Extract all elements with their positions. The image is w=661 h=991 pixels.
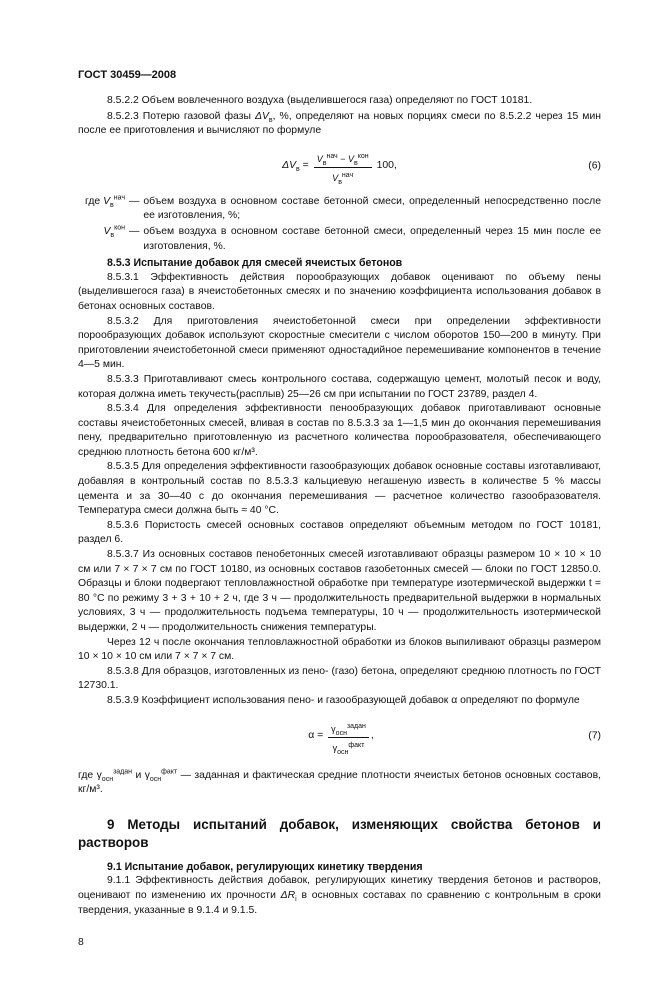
subscript: i <box>295 896 297 904</box>
paragraph-9-1-1 <box>78 874 601 918</box>
symbol: γ <box>332 742 338 753</box>
paragraph: Через 12 ч после окончания тепловлажностной обработки из блоков выпиливают образцы размером 10 × 10 × 10 см или 7 × 7 × 7 см. <box>78 636 601 663</box>
paragraph: 8.5.3.5 Для определения эффективности газообразующих добавок основные составы изготавливают, добавляя в контрольный состав по 8.5.3.3 кальциевую негашеную известь в количестве 5 % массы цемента и за 30—40 с до окончания перемешивания — расчетное количество газообразователя. Температура смеси должна быть ≈ 40 °С. <box>78 461 601 517</box>
formula-lhs: ΔV <box>282 160 297 172</box>
paragraph-8-5-2-2: 8.5.2.2 Объем вовлеченного воздуха (выделившегося газа) определяют по ГОСТ 10181. <box>107 95 533 106</box>
page-column <box>78 0 601 991</box>
text: где <box>85 195 104 207</box>
symbol: V <box>103 195 111 207</box>
symbol: γ <box>331 723 336 734</box>
subscript: в <box>322 159 327 167</box>
symbol: V <box>347 153 354 164</box>
paragraph: 8.5.3.8 Для образцов, изготовленных из пено- (газо) бетона, определяют среднюю плотность по ГОСТ 12730.1. <box>78 665 601 692</box>
subscript: осн <box>149 775 162 783</box>
minus: − <box>337 153 348 164</box>
denominator <box>333 738 365 755</box>
where-label <box>77 225 125 254</box>
fraction <box>328 719 369 755</box>
where-formula-7 <box>78 769 601 798</box>
superscript: кон <box>357 152 369 160</box>
subscript: осн <box>335 729 347 737</box>
superscript: задан <box>346 722 366 730</box>
dash: — <box>129 225 140 237</box>
equation-number: (6) <box>588 160 601 172</box>
superscript: нач <box>326 152 338 160</box>
formula-lhs: α = <box>308 730 324 742</box>
chapter-heading: 9 Методы испытаний добавок, изменяющих свойства бетонов и растворов <box>78 816 601 850</box>
subscript: в <box>354 159 358 167</box>
equation-number: (7) <box>588 730 601 742</box>
symbol: V <box>316 153 323 164</box>
symbol: γ <box>96 769 102 781</box>
comma: , <box>370 730 374 742</box>
formula-7 <box>78 713 601 761</box>
paragraph: 8.5.3.9 Коэффициент использования пено- и газообразующей добавок α определяют по формуле <box>107 694 580 706</box>
definition: объем воздуха в основном составе бетонной смеси, определенный непосредственно после ее изготовления, %; <box>143 195 601 222</box>
superscript: кон <box>114 224 125 232</box>
paragraph: 8.5.3.1 Эффективность действия порообразующих добавок оценивают по объему пены (выделившегося газа) в ячеистобетонных смесях и по значению коэффициента использования добавок в бетонах основных составов. <box>78 271 601 312</box>
superscript: задан <box>113 768 133 776</box>
symbol: ΔV <box>254 110 269 122</box>
numerator <box>314 149 372 168</box>
where-item <box>77 225 601 254</box>
symbol: γ <box>144 769 150 781</box>
paragraph: 8.5.3.4 Для определения эффективности пенообразующих добавок приготавливают основные составы ячеистобетонных смесей, вливая в состав по 8.5.3.3 за 1—1,5 мин до окончания перемешивания пену, предварительно приготовленную из расчетного количества порообразователя, обеспечивающего среднюю плотность бетона 600 кг/м³. <box>78 403 601 458</box>
paragraph: 8.5.3.6 Пористость смесей основных составов определяют объемным методом по ГОСТ 10181, раздел 6. <box>78 519 601 546</box>
section-heading: 8.5.3 Испытание добавок для смесей ячеистых бетонов <box>107 257 403 270</box>
superscript: нач <box>341 171 354 179</box>
paragraph-8-5-2-3 <box>78 110 601 139</box>
text: 9.1.1 Эффективность действия добавок, регулирующих кинетику твердения бетонов и растворов, оценивают по изменению их прочности <box>78 875 601 901</box>
symbol: V <box>332 172 339 183</box>
text: в основных составах по сравнению с контрольным в сроки твердения, указанные в 9.1.4 и 9.1.5. <box>78 889 601 916</box>
subscript: осн <box>101 775 114 783</box>
definition: объем воздуха в основном составе бетонной смеси, определенный через 15 мин после ее изготовления, %. <box>143 225 601 252</box>
text: где <box>78 769 97 781</box>
text: , %, определяют на новых порциях смеси по 8.5.2.2 через 15 мин после ее приготовления и вычисляют по формуле <box>78 110 601 137</box>
definition: — заданная и фактическая средние плотности ячеистых бетонов основных составов, кг/м³. <box>78 769 601 796</box>
text: 8.5.2.3 Потерю газовой фазы <box>107 110 255 122</box>
symbol: V <box>103 225 111 237</box>
paragraph: 8.5.3.3 Приготавливают смесь контрольного состава, содержащую цемент, молотый песок и воду, которая должна иметь текучесть(расплыв) 25—26 см при испытании по ГОСТ 23789, раздел 4. <box>78 373 601 400</box>
denominator <box>332 168 353 185</box>
document-header: ГОСТ 30459—2008 <box>78 69 177 81</box>
paragraph: 8.5.3.2 Для приготовления ячеистобетонной смеси при определении эффективности порообразующих добавок используют скоростные смесители с числом оборотов 150—200 в минуту. При приготовлении ячеистобетонной смеси применяют одностадийное перемешивание компонентов в течение 4—5 мин. <box>78 315 601 371</box>
formula-6 <box>78 143 601 191</box>
subscript: в <box>296 166 300 174</box>
text: и <box>132 769 145 781</box>
formula-lhs-group <box>282 159 309 174</box>
formula-factor: 100, <box>376 160 397 172</box>
superscript: факт <box>348 741 365 749</box>
subscript: в <box>110 201 114 209</box>
where-label <box>77 195 125 224</box>
section-heading: 9.1 Испытание добавок, регулирующих кинетику твердения <box>107 860 423 873</box>
subscript: в <box>338 178 342 186</box>
page-number: 8 <box>78 937 84 949</box>
numerator <box>328 719 369 738</box>
superscript: нач <box>113 194 125 202</box>
symbol: ΔR <box>280 889 296 901</box>
fraction <box>314 149 372 185</box>
subscript: в <box>110 232 115 240</box>
subscript: в <box>268 116 273 124</box>
paragraph: 8.5.3.7 Из основных составов пенобетонных смесей изготавливают образцы размером 10 × 10 × 10 см или 7 × 7 × 7 см по ГОСТ 10180, из основных составов газобетонных смесей — блоки по ГОСТ 12850.0. Образцы и блоки подвергают тепловлажностной обработке при температуре изотермической выдержки t = 80 °С по режиму 3 + 3 + 10 + 2 ч, где 3 ч — продолжительность предварительной выдержки в нормальных условиях, 3 ч — продолжительность подъема температуры, 10 ч — продолжительность изотермической выдержки, 2 ч — продолжительность снижения температуры. <box>78 549 601 633</box>
where-item <box>77 195 601 224</box>
equals: = <box>302 160 309 172</box>
dash: — <box>129 195 140 207</box>
subscript: осн <box>337 748 349 756</box>
superscript: факт <box>161 768 178 776</box>
